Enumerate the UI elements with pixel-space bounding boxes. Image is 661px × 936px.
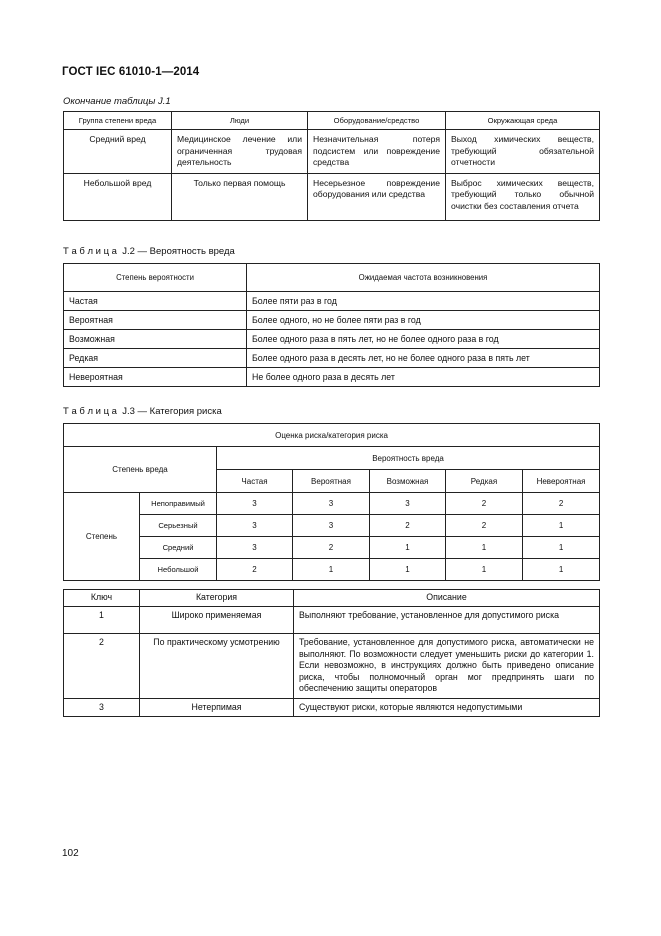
table-row: [64, 607, 600, 634]
table-j3-matrix: [63, 423, 600, 581]
risk-cell: 3: [293, 515, 370, 537]
caption-text: J.3 — Категория риска: [122, 406, 222, 417]
table-j3-legend: [63, 589, 600, 717]
legend-description: Требование, установленное для допустимого риска, автоматически не выполняют. По возможности следует уменьшить риски до категории 1. Если невозможно, в инструкциях должно быть приведено описание риска, чтобы полномочный орган мог предпринять шаги по обеспечению защиты операторов: [294, 634, 600, 699]
table-cell: Только первая помощь: [172, 173, 308, 220]
risk-cell: 3: [217, 537, 293, 559]
table-cell: Небольшой вред: [64, 173, 172, 220]
column-header: Оборудование/средство: [308, 112, 446, 130]
legend-category: По практическому усмотрению: [140, 634, 294, 699]
table-row: [64, 493, 600, 515]
risk-cell: 2: [217, 559, 293, 581]
risk-cell: 1: [446, 537, 523, 559]
risk-cell: 2: [293, 537, 370, 559]
table-cell: Выброс химических веществ, требующий только обычной очистки без составления отчета: [446, 173, 600, 220]
probability-column: Возможная: [370, 470, 446, 493]
table-row: [64, 368, 600, 387]
table-row: [64, 559, 600, 581]
column-header: Люди: [172, 112, 308, 130]
table-cell: Медицинское лечение или ограниченная трудовая деятельность: [172, 130, 308, 174]
risk-cell: 1: [446, 559, 523, 581]
table-cell: Незначительная потеря подсистем или повреждение средства: [308, 130, 446, 174]
legend-description: Выполняют требование, установленное для допустимого риска: [294, 607, 600, 634]
risk-cell: 2: [446, 515, 523, 537]
table-header-row: [64, 590, 600, 607]
document-header: ГОСТ IEC 61010-1—2014: [62, 66, 200, 78]
risk-cell: 1: [523, 559, 600, 581]
caption-text: J.2 — Вероятность вреда: [122, 246, 235, 257]
row-group-label: Степень: [64, 493, 140, 581]
table-j2-caption: [63, 246, 235, 257]
severity-row-label: Серьезный: [140, 515, 217, 537]
legend-key: 2: [64, 634, 140, 699]
column-header: Категория: [140, 590, 294, 607]
table-header-row: [64, 112, 600, 130]
column-header: Степень вероятности: [64, 264, 247, 292]
table-cell: Вероятная: [64, 311, 247, 330]
table-row: [64, 698, 600, 717]
risk-cell: 1: [293, 559, 370, 581]
severity-row-label: Непоправимый: [140, 493, 217, 515]
risk-cell: 2: [370, 515, 446, 537]
risk-cell: 3: [217, 493, 293, 515]
probability-column: Частая: [217, 470, 293, 493]
page-number: 102: [62, 848, 79, 859]
table-row: [64, 311, 600, 330]
table-cell: Несерьезное повреждение оборудования или средства: [308, 173, 446, 220]
probability-header: Вероятность вреда: [217, 447, 600, 470]
risk-cell: 1: [523, 537, 600, 559]
risk-cell: 1: [370, 537, 446, 559]
column-header: Описание: [294, 590, 600, 607]
table-row: [64, 515, 600, 537]
table-row: [64, 537, 600, 559]
table-cell: Не более одного раза в десять лет: [247, 368, 600, 387]
table-j2: [63, 263, 600, 387]
legend-description: Существуют риски, которые являются недопустимыми: [294, 698, 600, 717]
table-cell: Редкая: [64, 349, 247, 368]
table-cell: Средний вред: [64, 130, 172, 174]
probability-column: Вероятная: [293, 470, 370, 493]
table-cell: Более одного, но не более пяти раз в год: [247, 311, 600, 330]
column-header: Ожидаемая частота возникновения: [247, 264, 600, 292]
table-row: [64, 173, 600, 220]
table-cell: Частая: [64, 292, 247, 311]
risk-cell: 3: [217, 515, 293, 537]
caption-prefix: Т а б л и ц а: [63, 246, 117, 257]
column-header: Группа степени вреда: [64, 112, 172, 130]
table-j1: [63, 111, 600, 221]
severity-header: Степень вреда: [64, 447, 217, 493]
probability-column: Невероятная: [523, 470, 600, 493]
risk-cell: 2: [446, 493, 523, 515]
table-cell: Более пяти раз в год: [247, 292, 600, 311]
table-j1-caption: Окончание таблицы J.1: [63, 96, 171, 107]
legend-category: Нетерпимая: [140, 698, 294, 717]
table-row: [64, 130, 600, 174]
table-cell: Возможная: [64, 330, 247, 349]
table-row: [64, 349, 600, 368]
severity-row-label: Средний: [140, 537, 217, 559]
risk-cell: 2: [523, 493, 600, 515]
risk-cell: 1: [523, 515, 600, 537]
table-j3-caption: [63, 406, 222, 417]
legend-key: 3: [64, 698, 140, 717]
table-cell: Более одного раза в пять лет, но не более одного раза в год: [247, 330, 600, 349]
table-row: [64, 292, 600, 311]
legend-category: Широко применяемая: [140, 607, 294, 634]
risk-cell: 1: [370, 559, 446, 581]
legend-key: 1: [64, 607, 140, 634]
table-row: [64, 634, 600, 699]
table-row: [64, 330, 600, 349]
risk-cell: 3: [370, 493, 446, 515]
caption-prefix: Т а б л и ц а: [63, 406, 117, 417]
table-cell: Выход химических веществ, требующий обязательной отчетности: [446, 130, 600, 174]
risk-cell: 3: [293, 493, 370, 515]
severity-row-label: Небольшой: [140, 559, 217, 581]
matrix-title: Оценка риска/категория риска: [64, 424, 600, 447]
probability-column: Редкая: [446, 470, 523, 493]
table-header-row: [64, 264, 600, 292]
table-cell: Более одного раза в десять лет, но не более одного раза в пять лет: [247, 349, 600, 368]
column-header: Окружающая среда: [446, 112, 600, 130]
column-header: Ключ: [64, 590, 140, 607]
table-cell: Невероятная: [64, 368, 247, 387]
